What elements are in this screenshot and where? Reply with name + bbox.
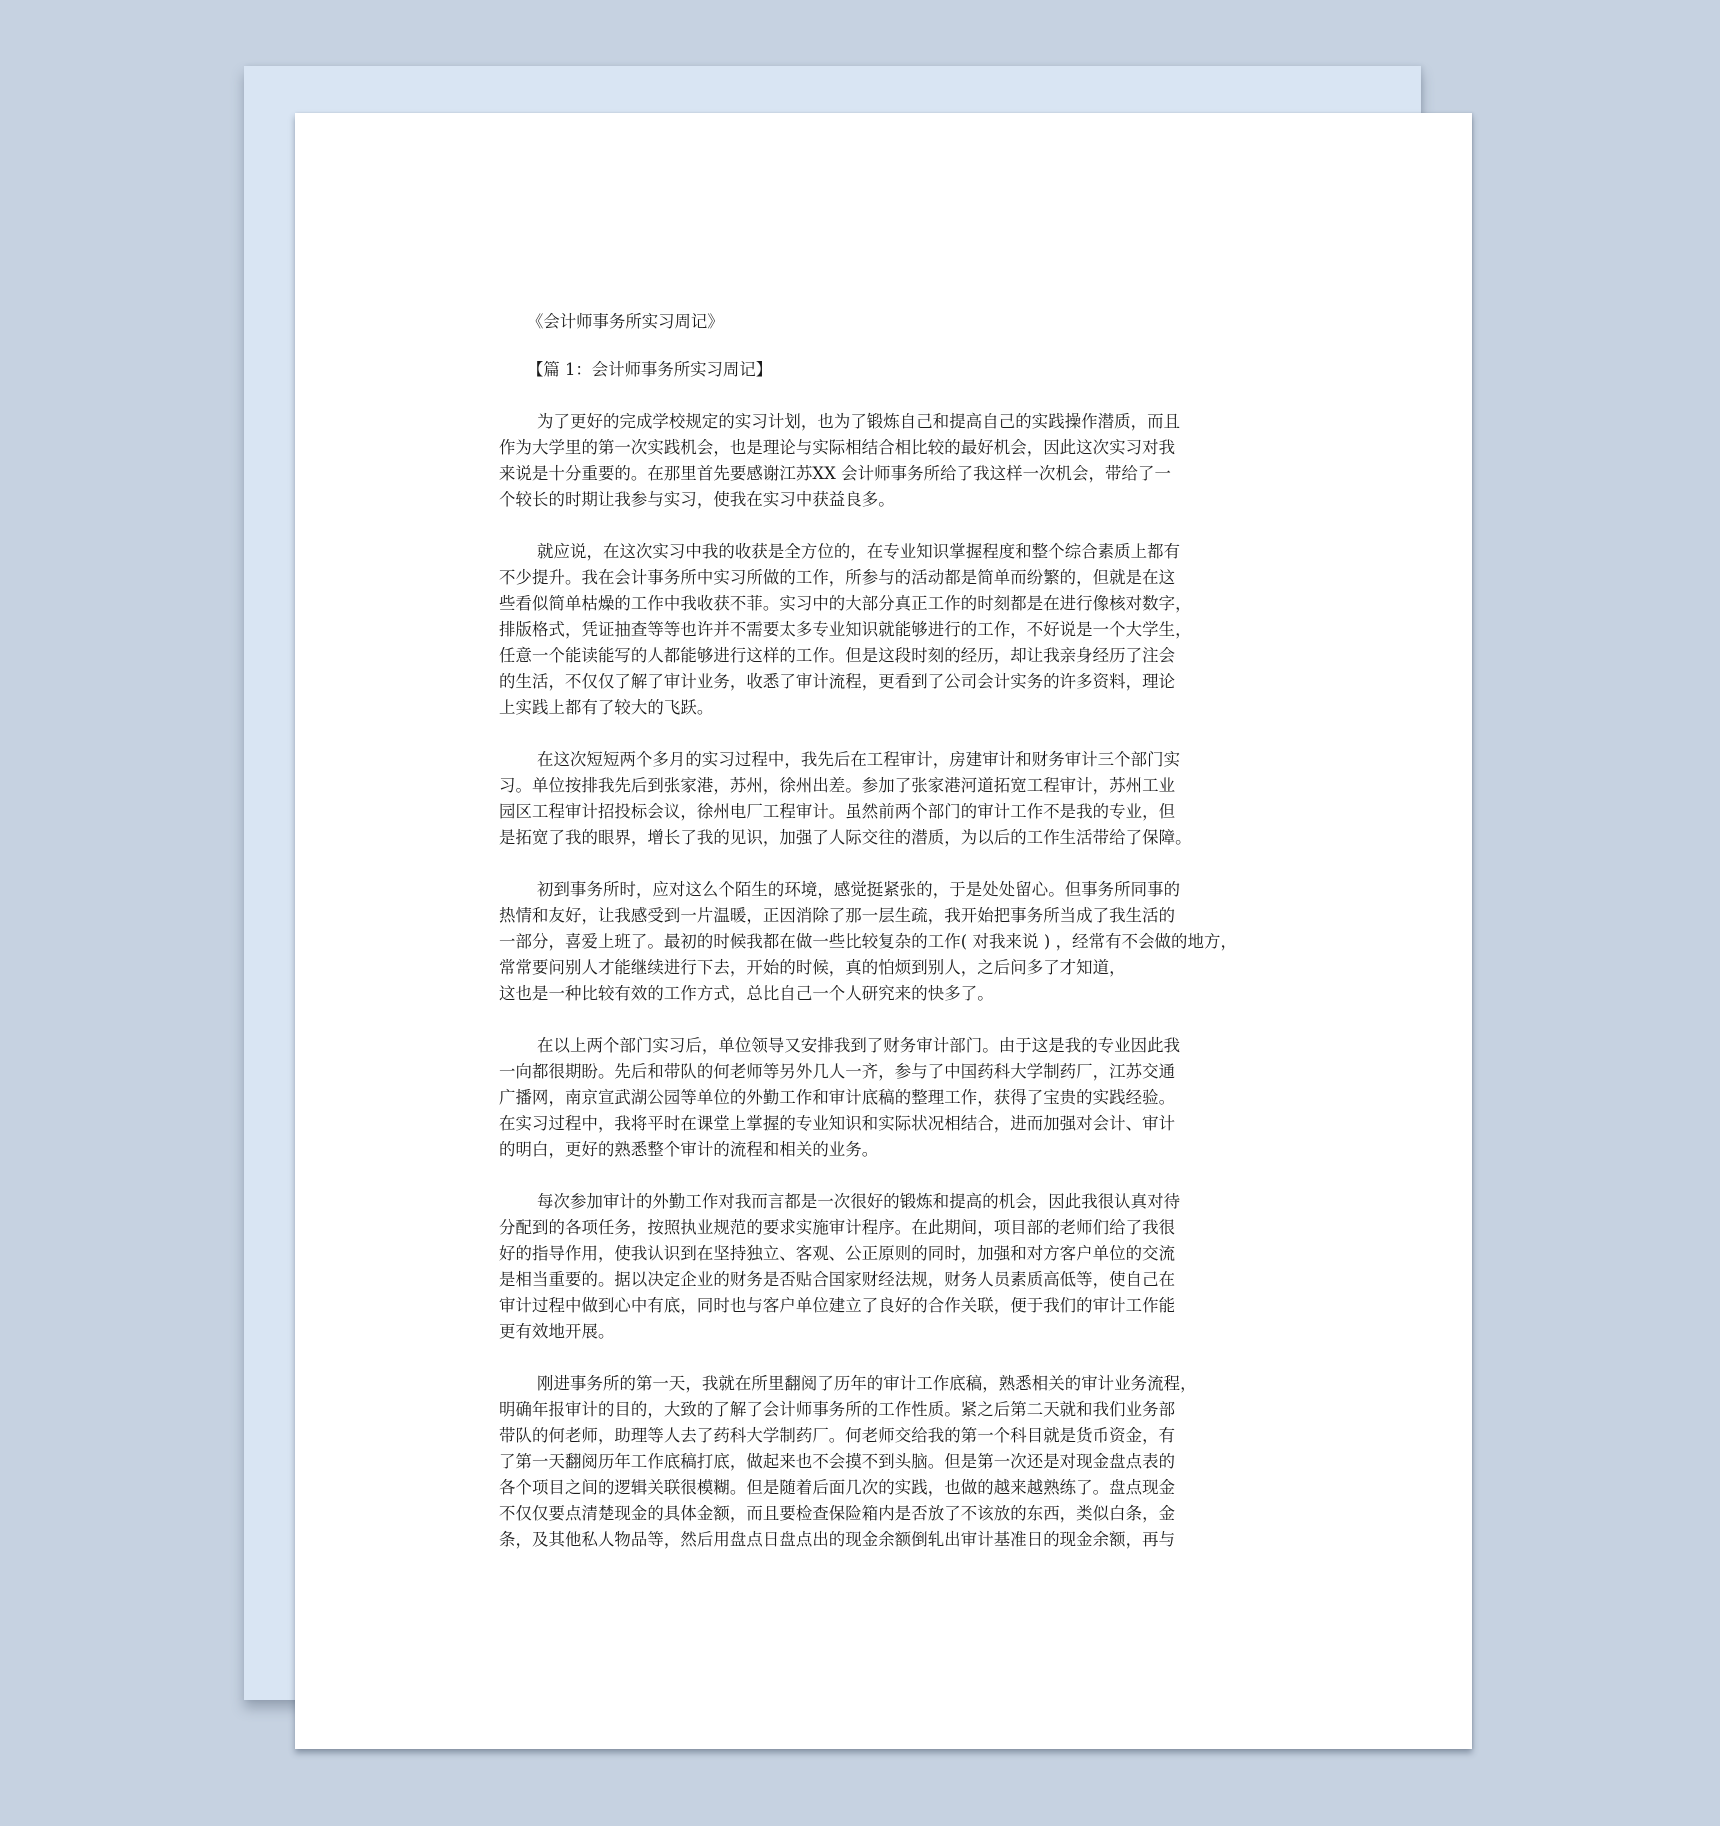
paragraph-line: 各个项目之间的逻辑关联很模糊。但是随着后面几次的实践，也做的越来越熟练了。盘点现金 (499, 1478, 1176, 1497)
paragraph-7 (499, 1371, 1197, 1553)
paragraph-line: 些看似简单枯燥的工作中我收获不菲。实习中的大部分真正工作的时刻都是在进行像核对数字， (499, 594, 1192, 613)
paragraph-line: 了第一天翻阅历年工作底稿打底，做起来也不会摸不到头脑。但是第一次还是对现金盘点表的 (499, 1452, 1176, 1471)
paragraph-line: 这也是一种比较有效的工作方式，总比自己一个人研究来的快多了。 (499, 984, 994, 1003)
section-heading: 【篇 1：会计师事务所实习周记】 (527, 360, 773, 379)
paragraph-3 (499, 747, 1192, 851)
paragraph-line: 热情和友好，让我感受到一片温暖，正因消除了那一层生疏，我开始把事务所当成了我生活的 (499, 906, 1176, 925)
paragraph-line: 好的指导作用，使我认识到在坚持独立、客观、公正原则的同时，加强和对方客户单位的交流 (499, 1244, 1176, 1263)
paragraph-6 (499, 1189, 1189, 1345)
paragraph-line: 带队的何老师，助理等人去了药科大学制药厂。何老师交给我的第一个科目就是货币资金，有 (499, 1426, 1176, 1445)
paragraph-line: 作为大学里的第一次实践机会，也是理论与实际相结合相比较的最好机会，因此这次实习对我 (499, 438, 1176, 457)
paragraph-line: 更有效地开展。 (499, 1322, 615, 1341)
paragraph-4 (499, 877, 1238, 1007)
paragraph-line: 为了更好的完成学校规定的实习计划，也为了锻炼自己和提高自己的实践操作潜质，而且 (537, 412, 1181, 431)
paragraph-line: 在实习过程中，我将平时在课堂上掌握的专业知识和实际状况相结合，进而加强对会计、审计 (499, 1114, 1176, 1133)
document-page (295, 113, 1472, 1749)
paragraph-line: 是相当重要的。据以决定企业的财务是否贴合国家财经法规，财务人员素质高低等，使自己在 (499, 1270, 1176, 1289)
paragraph-line: 任意一个能读能写的人都能够进行这样的工作。但是这段时刻的经历，却让我亲身经历了注会 (499, 646, 1176, 665)
paragraph-line: 就应说，在这次实习中我的收获是全方位的，在专业知识掌握程度和整个综合素质上都有 (537, 542, 1181, 561)
paragraph-line: 明确年报审计的目的，大致的了解了会计师事务所的工作性质。紧之后第二天就和我们业务部 (499, 1400, 1176, 1419)
paragraph-2 (499, 539, 1192, 721)
paragraph-line: 不少提升。我在会计事务所中实习所做的工作，所参与的活动都是简单而纷繁的，但就是在这 (499, 568, 1176, 587)
paragraph-line: 排版格式，凭证抽查等等也许并不需要太多专业知识就能够进行的工作，不好说是一个大学生， (499, 620, 1192, 639)
paragraph-line: 审计过程中做到心中有底，同时也与客户单位建立了良好的合作关联，便于我们的审计工作能 (499, 1296, 1176, 1315)
paragraph-line: 在以上两个部门实习后，单位领导又安排我到了财务审计部门。由于这是我的专业因此我 (537, 1036, 1181, 1055)
paragraph-line: 条，及其他私人物品等，然后用盘点日盘点出的现金余额倒轧出审计基准日的现金余额，再与 (499, 1530, 1176, 1549)
paragraph-line: 不仅仅要点清楚现金的具体金额，而且要检查保险箱内是否放了不该放的东西，类似白条，金 (499, 1504, 1176, 1523)
paragraph-line: 园区工程审计招投标会议，徐州电厂工程审计。虽然前两个部门的审计工作不是我的专业，但 (499, 802, 1176, 821)
document-title: 《会计师事务所实习周记》 (527, 312, 724, 331)
paragraph-line: 常常要问别人才能继续进行下去，开始的时候，真的怕烦到别人，之后问多了才知道， (499, 958, 1126, 977)
paragraph-line: 刚进事务所的第一天，我就在所里翻阅了历年的审计工作底稿，熟悉相关的审计业务流程， (537, 1374, 1197, 1393)
paragraph-line: 分配到的各项任务，按照执业规范的要求实施审计程序。在此期间，项目部的老师们给了我很 (499, 1218, 1176, 1237)
paragraph-line: 在这次短短两个多月的实习过程中，我先后在工程审计，房建审计和财务审计三个部门实 (537, 750, 1181, 769)
document-body (499, 309, 1238, 1553)
paragraph-line: 一向都很期盼。先后和带队的何老师等另外几人一齐，参与了中国药科大学制药厂，江苏交通 (499, 1062, 1176, 1081)
paragraph-line: 习。单位按排我先后到张家港，苏州，徐州出差。参加了张家港河道拓宽工程审计，苏州工业 (499, 776, 1176, 795)
paragraph-line: 是拓宽了我的眼界，增长了我的见识，加强了人际交往的潜质，为以后的工作生活带给了保障。 (499, 828, 1192, 847)
paragraph-line: 初到事务所时，应对这么个陌生的环境，感觉挺紧张的，于是处处留心。但事务所同事的 (537, 880, 1181, 899)
paragraph-line: 的明白，更好的熟悉整个审计的流程和相关的业务。 (499, 1140, 879, 1159)
paragraph-1 (499, 409, 1189, 513)
paragraph-5 (499, 1033, 1189, 1163)
paragraph-line: 上实践上都有了较大的飞跃。 (499, 698, 714, 717)
paragraph-line: 广播网，南京宣武湖公园等单位的外勤工作和审计底稿的整理工作，获得了宝贵的实践经验。 (499, 1088, 1176, 1107)
paragraph-line: 一部分，喜爱上班了。最初的时候我都在做一些比较复杂的工作( 对我来说 ) ，经常有不会做的地方， (499, 932, 1238, 951)
paragraph-line: 个较长的时期让我参与实习，使我在实习中获益良多。 (499, 490, 895, 509)
paragraph-line: 来说是十分重要的。在那里首先要感谢江苏XX 会计师事务所给了我这样一次机会，带给了一 (499, 464, 1171, 483)
paragraph-line: 的生活，不仅仅了解了审计业务，收悉了审计流程，更看到了公司会计实务的许多资料，理论 (499, 672, 1176, 691)
paragraph-line: 每次参加审计的外勤工作对我而言都是一次很好的锻炼和提高的机会，因此我很认真对待 (537, 1192, 1181, 1211)
